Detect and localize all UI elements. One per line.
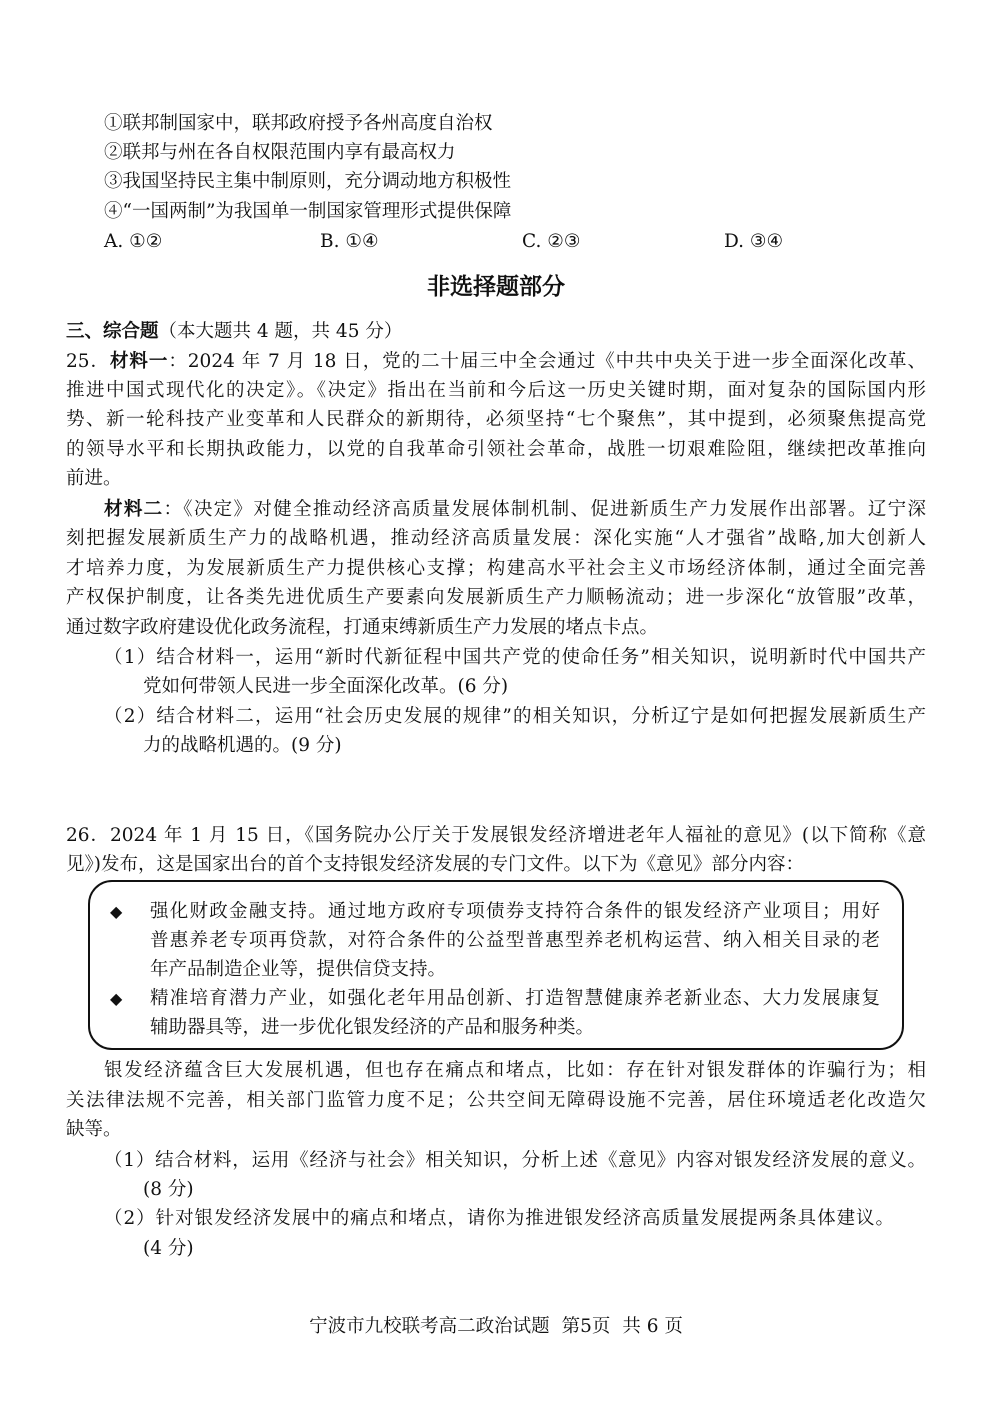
q26-para-line-3: 缺等。 [66, 1119, 122, 1140]
section3-heading [66, 320, 402, 344]
section3-note: （本大题共 4 题，共 45 分） [158, 321, 403, 342]
q25-sub1-line-1: （1）结合材料一，运用“新时代新征程中国共产党的使命任务”相关知识，说明新时代中国共产 [104, 647, 926, 668]
section3-label: 三、综合题 [66, 321, 159, 342]
footer-page: 第5页 [561, 1316, 611, 1337]
q26-intro-line-2: 见》)发布，这是国家出台的首个支持银发经济发展的专门文件。以下为《意见》部分内容： [66, 854, 804, 875]
q26-sub1-line-1: （1）结合材料，运用《经济与社会》相关知识，分析上述《意见》内容对银发经济发展的意义。 [104, 1150, 926, 1171]
option-3: ③我国坚持民主集中制原则，充分调动地方积极性 [104, 171, 512, 192]
q26-box1-line-2: 普惠养老专项再贷款，对符合条件的公益型普惠型养老机构运营、纳入相关目录的老 [150, 930, 880, 951]
q26-box2-line-2: 辅助器具等，进一步优化银发经济的产品和服务种类。 [150, 1017, 595, 1038]
footer-title: 宁波市九校联考高二政治试题 [309, 1316, 550, 1337]
choice-c: C. ②③ [522, 231, 581, 252]
section-title: 非选择题部分 [427, 274, 565, 300]
choice-b: B. ①④ [320, 231, 379, 252]
q26-sub1-line-2: (8 分) [143, 1179, 194, 1200]
q25-m1-line-3: 势、新一轮科技产业变革和人民群众的新期待，必须坚持“七个聚焦”，其中提到，必须聚焦提高党 [66, 409, 926, 430]
q26-box1-line-1: 强化财政金融支持。通过地方政府专项债券支持符合条件的银发经济产业项目；用好 [150, 901, 880, 922]
q25-m2-line-5: 通过数字政府建设优化政务流程，打通束缚新质生产力发展的堵点卡点。 [66, 617, 659, 638]
diamond-bullet-icon: ◆ [110, 902, 123, 921]
q26-box2-line-1: 精准培育潜力产业，如强化老年用品创新、打造智慧健康养老新业态、大力发展康复 [150, 988, 880, 1009]
q25-m2-line-1 [104, 498, 926, 522]
footer-total: 共 6 页 [622, 1316, 683, 1337]
q26-intro-line-1: 26．2024 年 1 月 15 日，《国务院办公厅关于发展银发经济增进老年人福祉的意见》(以下简称《意 [66, 825, 926, 846]
q26-sub2-line-2: (4 分) [143, 1238, 194, 1259]
option-4: ④“一国两制”为我国单一制国家管理形式提供保障 [104, 201, 512, 222]
q26-sub2-line-1: （2）针对银发经济发展中的痛点和堵点，请你为推进银发经济高质量发展提两条具体建议。 [104, 1208, 894, 1229]
q26-para-line-2: 关法律法规不完善，相关部门监管力度不足；公共空间无障碍设施不完善，居住环境适老化改造欠 [66, 1090, 926, 1111]
q25-m1-line-1 [66, 350, 926, 374]
q25-m1-line-5: 前进。 [66, 468, 122, 489]
q25-m2-line-4: 产权保护制度，让各类先进优质生产要素向发展新质生产力顺畅流动；进一步深化“放管服”改革， [66, 587, 926, 608]
q25-sub2-line-1: （2）结合材料二，运用“社会历史发展的规律”的相关知识，分析辽宁是如何把握发展新质生产 [104, 706, 926, 727]
option-2: ②联邦与州在各自权限范围内享有最高权力 [104, 142, 456, 163]
q26-para-line-1: 银发经济蕴含巨大发展机遇，但也存在痛点和堵点，比如：存在针对银发群体的诈骗行为；相 [104, 1060, 926, 1081]
choice-a: A. ①② [104, 231, 163, 252]
q25-m1-label: 材料一 [109, 351, 169, 372]
q26-box1-line-3: 年产品制造企业等，提供信贷支持。 [150, 959, 447, 980]
page-footer [0, 1315, 992, 1339]
q25-m1-text: ：2024 年 7 月 18 日，党的二十届三中全会通过《中共中央关于进一步全面深化改革、 [168, 351, 926, 372]
q25-number: 25． [66, 351, 110, 372]
q25-m1-line-4: 的领导水平和长期执政能力，以党的自我革命引领社会革命，战胜一切艰难险阻，继续把改革推向 [66, 439, 926, 460]
q25-m1-line-2: 推进中国式现代化的决定》。《决定》指出在当前和今后这一历史关键时期，面对复杂的国际国内形 [66, 380, 926, 401]
q25-m2-label: 材料二 [104, 499, 164, 520]
q25-m2-text: ：《决定》对健全推动经济高质量发展体制机制、促进新质生产力发展作出部署。辽宁深 [163, 499, 926, 520]
q25-m2-line-2: 刻把握发展新质生产力的战略机遇，推动经济高质量发展：深化实施“人才强省”战略,加大创新人 [66, 528, 926, 549]
q25-sub2-line-2: 力的战略机遇的。(9 分) [143, 735, 342, 756]
diamond-bullet-icon: ◆ [110, 989, 123, 1008]
q25-m2-line-3: 才培养力度，为发展新质生产力提供核心支撑；构建高水平社会主义市场经济体制，通过全面完善 [66, 558, 926, 579]
choice-d: D. ③④ [724, 231, 784, 252]
option-1: ①联邦制国家中，联邦政府授予各州高度自治权 [104, 113, 493, 134]
q25-sub1-line-2: 党如何带领人民进一步全面深化改革。(6 分) [143, 676, 509, 697]
